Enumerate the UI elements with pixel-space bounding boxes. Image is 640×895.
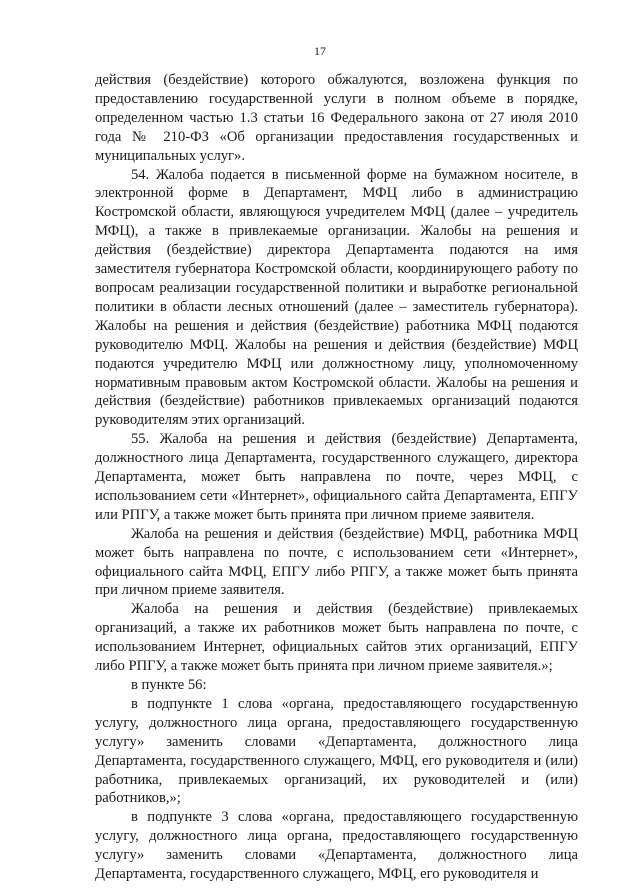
paragraph-subpoint-3: в подпункте 3 слова «органа, предоставляющего государственную услугу, должностного лица органа, предоставляющего государственную услугу» заменить словами «Департамента, должностного лица Департамента, государственного служащего, МФЦ, его руководителя и xyxy=(95,809,578,883)
paragraph-mfc-complaint: Жалоба на решения и действия (бездействие) МФЦ, работника МФЦ может быть направлена по почте, с использованием сети «Интернет», официального сайта МФЦ, ЕПГУ либо РПГУ, а также может быть принята при личном приеме заявителя. xyxy=(95,525,578,599)
paragraph-continuation: действия (бездействие) которого обжалуются, возложена функция по предоставлению государственной услуги в полном объеме в порядке, определенном частью 1.3 статьи 16 Федерального закона от 27 июля 2010 года № 210-ФЗ «Об организации предоставления государственных и муниципальных услуг». xyxy=(95,72,578,164)
document-body xyxy=(95,71,578,884)
paragraph-point-56: в пункте 56: xyxy=(131,677,207,693)
paragraph-organizations-complaint: Жалоба на решения и действия (бездействие) привлекаемых организаций, а также их работников может быть направлена по почте, с использованием Интернет, официальных сайтов этих организаций, ЕПГУ либо РПГУ, а также может быть принята при личном приеме заявителя.»; xyxy=(95,601,578,675)
paragraph-54: 54. Жалоба подается в письменной форме на бумажном носителе, в электронной форме в Департамент, МФЦ либо в администрацию Костромской области, являющуюся учредителем МФЦ (далее – учредитель МФЦ), а также в привлекаемые организации. Жалобы на решения и действия (бездействие) директора Департамента подаются на имя заместителя губернатора Костромской области, координирующего работу по вопросам реализации государственной политики и выработке региональной политики в области лесных отношений (далее – заместитель губернатора). Жалобы на решения и действия (бездействие) работника МФЦ подаются руководителю МФЦ. Жалобы на решения и действия (бездействие) МФЦ подаются учредителю МФЦ или должностному лицу, уполномоченному нормативным правовым актом Костромской области. Жалобы на решения и действия (бездействие) работников привлекаемых организаций подаются руководителям этих организаций. xyxy=(95,166,578,429)
paragraph-55: 55. Жалоба на решения и действия (бездействие) Департамента, должностного лица Департамента, государственного служащего, директора Департамента, может быть направлена по почте, через МФЦ, с использованием сети «Интернет», официального сайта Департамента, ЕПГУ или РПГУ, а также может быть принята при личном приеме заявителя. xyxy=(95,431,578,523)
paragraph-subpoint-1: в подпункте 1 слова «органа, предоставляющего государственную услугу, должностного лица органа, предоставляющего государственную услугу» заменить словами «Департамента, должностного лица Департамента, государственного служащего, МФЦ, его руководителя и (или) работника, привлекаемых организаций, их руководителей и (или) работников,»; xyxy=(95,695,578,807)
page-number: 17 xyxy=(314,44,326,58)
